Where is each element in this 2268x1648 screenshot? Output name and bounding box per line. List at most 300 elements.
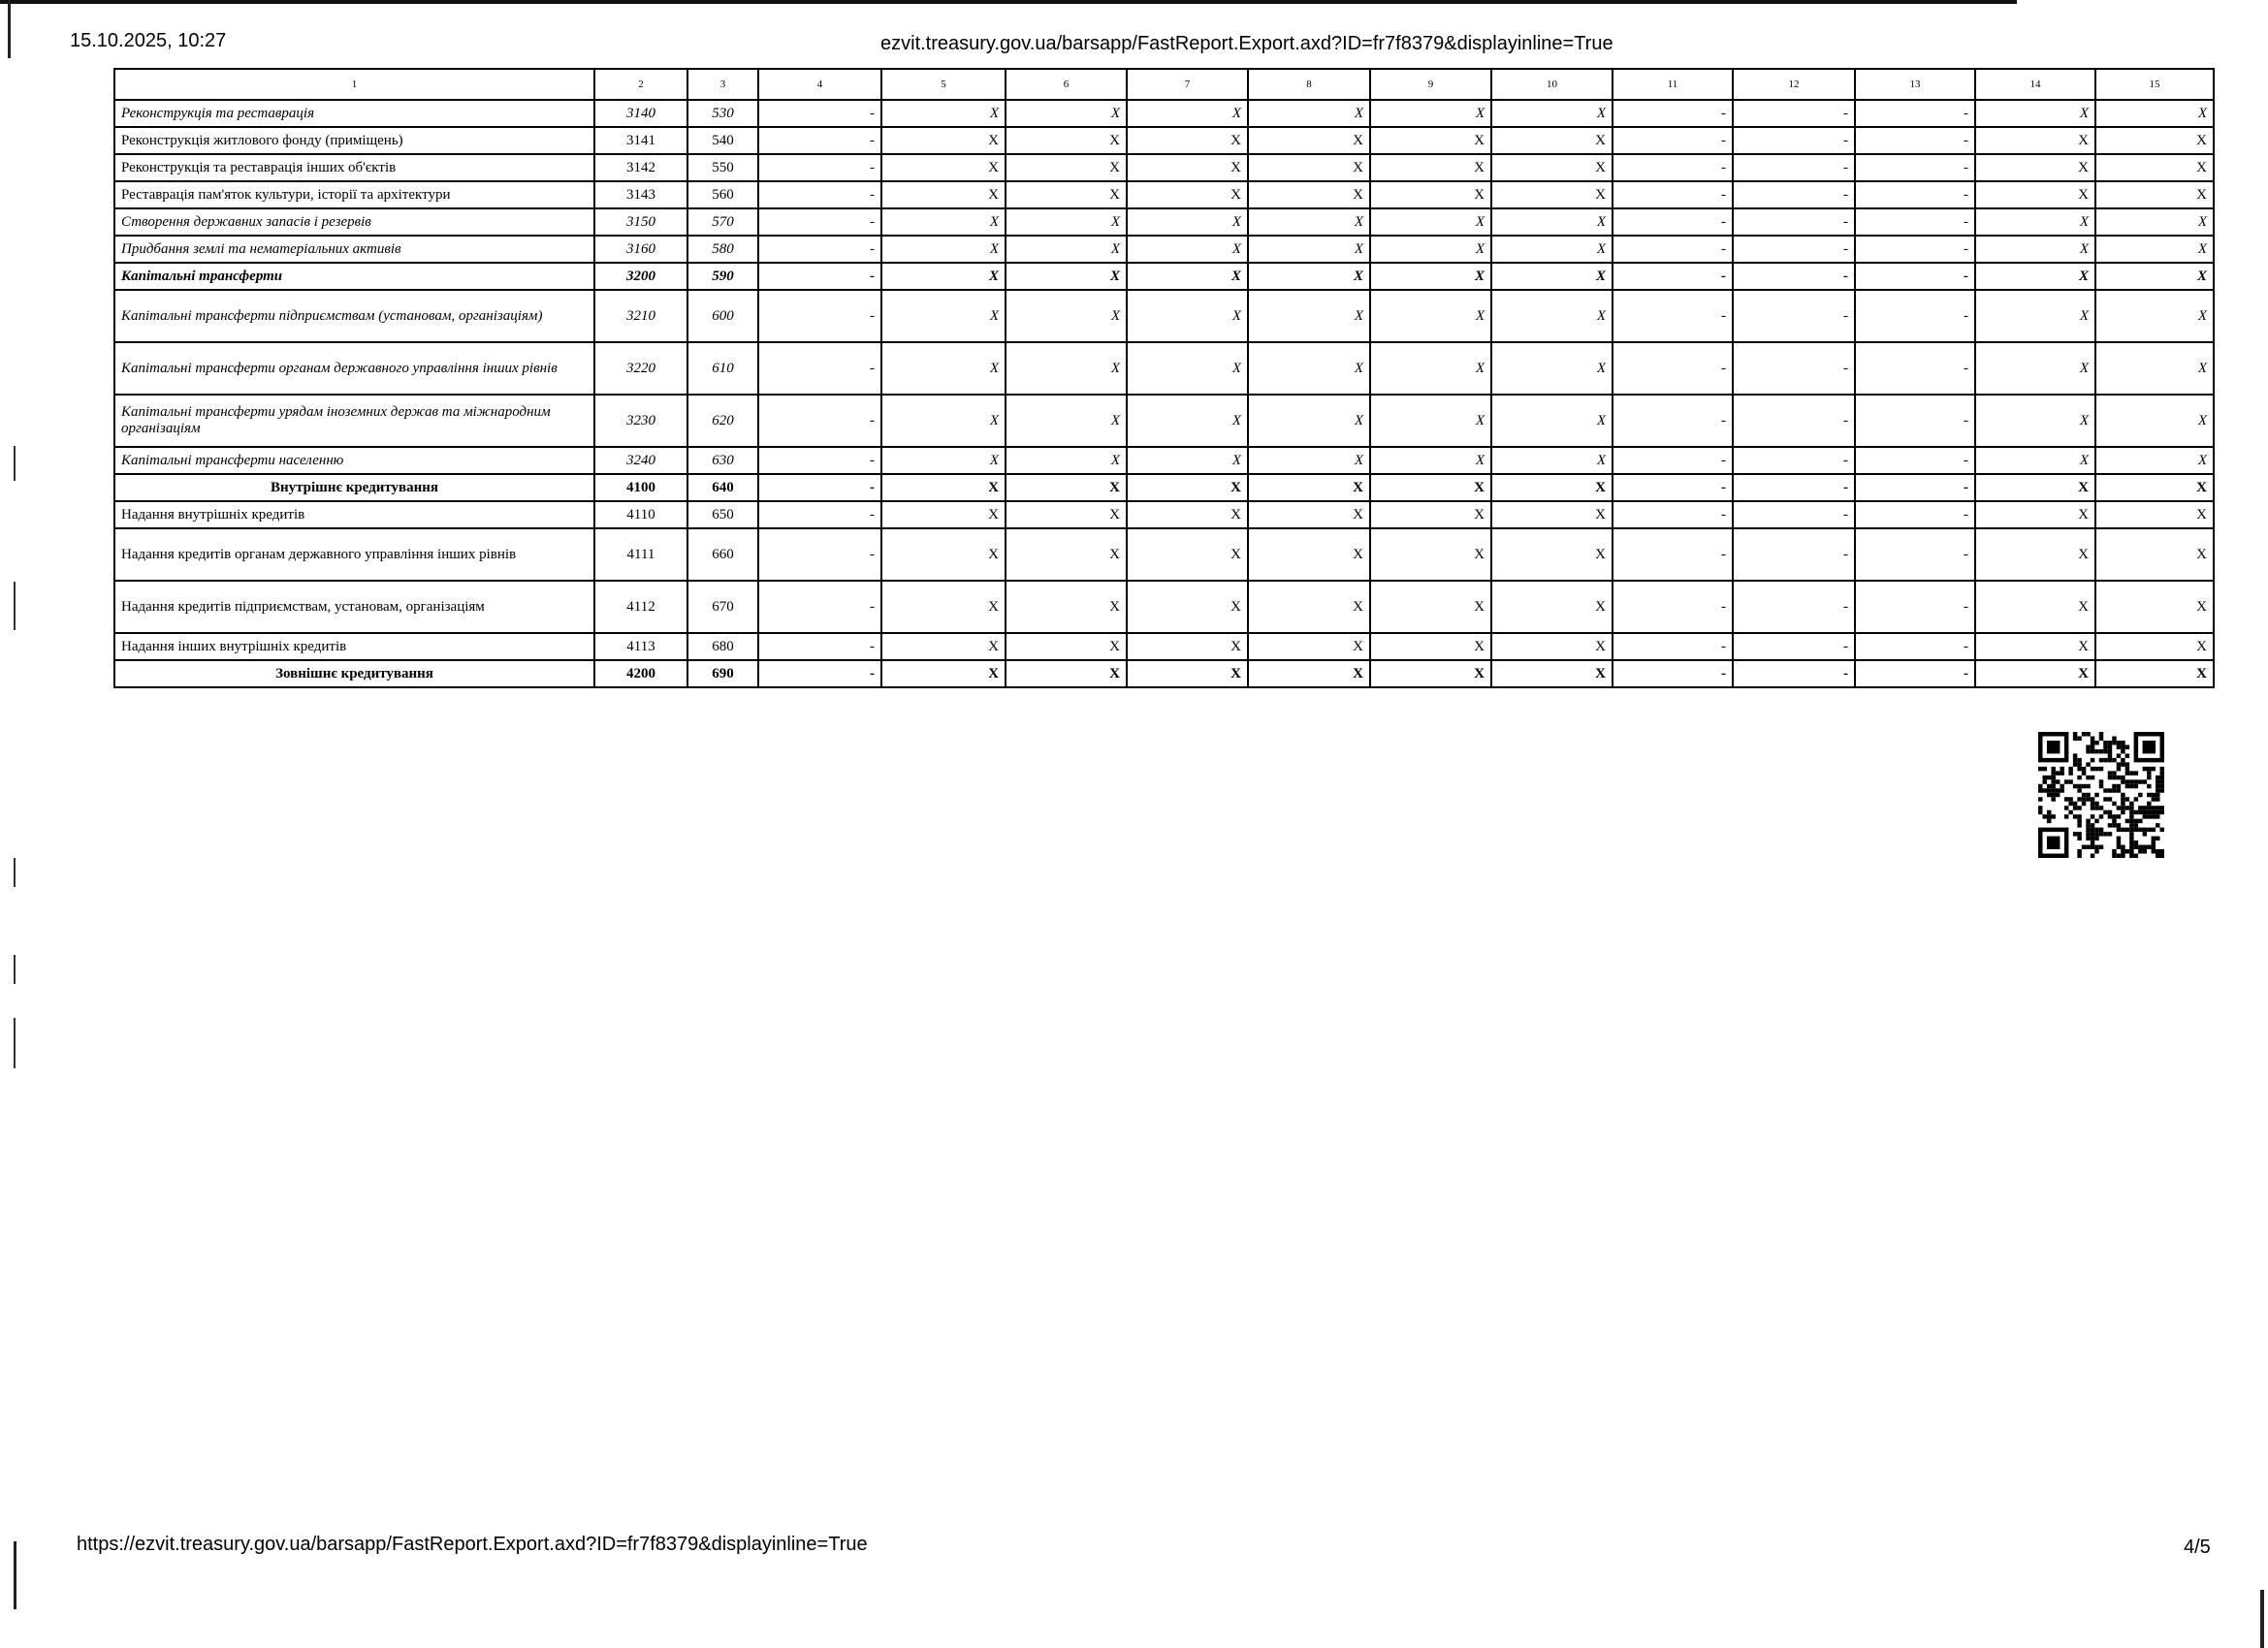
value-cell: X	[881, 581, 1006, 633]
column-number: 3	[687, 69, 758, 100]
value-cell: X	[2095, 474, 2214, 501]
value-cell: X	[2095, 263, 2214, 290]
value-cell: X	[1370, 633, 1491, 660]
value-cell: -	[1733, 633, 1855, 660]
value-cell: -	[1613, 581, 1733, 633]
value-cell: X	[1370, 263, 1491, 290]
row-name: Реконструкція та реставрація інших об'єктів	[114, 154, 594, 181]
value-cell: X	[1127, 342, 1248, 395]
value-cell: X	[2095, 127, 2214, 154]
kekv-code: 3143	[594, 181, 687, 208]
value-cell: -	[1613, 447, 1733, 474]
value-cell: X	[1370, 181, 1491, 208]
page-url-header: ezvit.treasury.gov.ua/barsapp/FastReport.Export.axd?ID=fr7f8379&displayinline=True	[880, 33, 1613, 54]
value-cell: X	[1491, 342, 1613, 395]
row-code: 650	[687, 501, 758, 528]
value-cell: -	[758, 581, 881, 633]
value-cell: X	[1127, 290, 1248, 342]
value-cell: X	[1370, 208, 1491, 236]
scan-edge-right	[2260, 1590, 2264, 1648]
kekv-code: 3140	[594, 100, 687, 127]
value-cell: -	[758, 263, 881, 290]
value-cell: X	[1248, 501, 1370, 528]
column-number: 2	[594, 69, 687, 100]
value-cell: X	[1006, 474, 1127, 501]
row-code: 560	[687, 181, 758, 208]
value-cell: X	[1006, 236, 1127, 263]
column-number: 1	[114, 69, 594, 100]
row-name: Надання внутрішніх кредитів	[114, 501, 594, 528]
value-cell: X	[1248, 290, 1370, 342]
value-cell: -	[758, 208, 881, 236]
value-cell: X	[881, 474, 1006, 501]
value-cell: -	[1733, 236, 1855, 263]
value-cell: X	[1491, 236, 1613, 263]
value-cell: X	[1491, 501, 1613, 528]
value-cell: -	[1733, 208, 1855, 236]
row-code: 600	[687, 290, 758, 342]
value-cell: -	[1855, 633, 1975, 660]
value-cell: X	[1248, 342, 1370, 395]
value-cell: X	[881, 208, 1006, 236]
kekv-code: 3150	[594, 208, 687, 236]
value-cell: X	[2095, 100, 2214, 127]
print-datetime: 15.10.2025, 10:27	[70, 30, 227, 51]
value-cell: X	[1127, 660, 1248, 687]
column-number-row	[114, 69, 2214, 100]
value-cell: -	[1613, 474, 1733, 501]
value-cell: X	[1370, 581, 1491, 633]
column-number: 5	[881, 69, 1006, 100]
value-cell: X	[1006, 342, 1127, 395]
table-row	[114, 528, 2214, 581]
column-number: 11	[1613, 69, 1733, 100]
value-cell: X	[1370, 342, 1491, 395]
table-row	[114, 633, 2214, 660]
row-code: 690	[687, 660, 758, 687]
value-cell: X	[1370, 154, 1491, 181]
value-cell: -	[1733, 581, 1855, 633]
value-cell: X	[1127, 181, 1248, 208]
value-cell: -	[1855, 447, 1975, 474]
value-cell: X	[1491, 528, 1613, 581]
kekv-code: 4110	[594, 501, 687, 528]
value-cell: -	[758, 633, 881, 660]
value-cell: -	[1855, 528, 1975, 581]
value-cell: -	[758, 447, 881, 474]
value-cell: X	[1491, 633, 1613, 660]
table-row	[114, 127, 2214, 154]
kekv-code: 4100	[594, 474, 687, 501]
row-name: Реконструкція житлового фонду (приміщень)	[114, 127, 594, 154]
value-cell: X	[1127, 528, 1248, 581]
value-cell: X	[1006, 263, 1127, 290]
value-cell: X	[1491, 474, 1613, 501]
value-cell: X	[2095, 395, 2214, 447]
value-cell: X	[1127, 208, 1248, 236]
value-cell: X	[1491, 447, 1613, 474]
table-row	[114, 501, 2214, 528]
row-name: Придбання землі та нематеріальних активів	[114, 236, 594, 263]
value-cell: X	[1006, 127, 1127, 154]
value-cell: -	[1733, 342, 1855, 395]
value-cell: -	[1613, 127, 1733, 154]
row-code: 620	[687, 395, 758, 447]
value-cell: X	[1975, 154, 2095, 181]
value-cell: X	[2095, 208, 2214, 236]
report-body	[114, 100, 2214, 687]
kekv-code: 3160	[594, 236, 687, 263]
value-cell: X	[1006, 501, 1127, 528]
column-number: 13	[1855, 69, 1975, 100]
column-number: 15	[2095, 69, 2214, 100]
table-row	[114, 447, 2214, 474]
value-cell: -	[1855, 263, 1975, 290]
scan-edge-left-bottom	[14, 1541, 16, 1609]
row-code: 630	[687, 447, 758, 474]
value-cell: -	[1855, 474, 1975, 501]
value-cell: X	[1127, 447, 1248, 474]
table-row	[114, 100, 2214, 127]
value-cell: X	[1248, 127, 1370, 154]
value-cell: X	[1248, 181, 1370, 208]
table-row	[114, 236, 2214, 263]
value-cell: X	[1248, 447, 1370, 474]
value-cell: X	[2095, 154, 2214, 181]
value-cell: X	[2095, 660, 2214, 687]
value-cell: X	[1006, 154, 1127, 181]
scan-edge-top	[0, 0, 2017, 4]
value-cell: X	[1491, 154, 1613, 181]
value-cell: X	[1975, 290, 2095, 342]
value-cell: X	[1006, 395, 1127, 447]
value-cell: X	[1975, 208, 2095, 236]
value-cell: X	[1127, 100, 1248, 127]
table-row	[114, 660, 2214, 687]
kekv-code: 3230	[594, 395, 687, 447]
row-code: 660	[687, 528, 758, 581]
value-cell: X	[1127, 127, 1248, 154]
value-cell: X	[2095, 290, 2214, 342]
value-cell: X	[1006, 660, 1127, 687]
value-cell: -	[1733, 100, 1855, 127]
value-cell: X	[1975, 474, 2095, 501]
table-row	[114, 154, 2214, 181]
value-cell: X	[1127, 154, 1248, 181]
value-cell: -	[1733, 501, 1855, 528]
value-cell: X	[1248, 154, 1370, 181]
value-cell: X	[2095, 633, 2214, 660]
value-cell: -	[758, 181, 881, 208]
value-cell: -	[1855, 290, 1975, 342]
value-cell: -	[1733, 181, 1855, 208]
row-code: 530	[687, 100, 758, 127]
value-cell: -	[758, 342, 881, 395]
value-cell: X	[1127, 474, 1248, 501]
value-cell: -	[1613, 100, 1733, 127]
value-cell: -	[1855, 236, 1975, 263]
row-code: 610	[687, 342, 758, 395]
row-code: 580	[687, 236, 758, 263]
value-cell: X	[881, 290, 1006, 342]
value-cell: -	[1613, 633, 1733, 660]
value-cell: -	[1733, 528, 1855, 581]
value-cell: X	[1248, 581, 1370, 633]
scan-mark	[14, 1018, 16, 1068]
value-cell: -	[1855, 581, 1975, 633]
value-cell: X	[1975, 447, 2095, 474]
value-cell: X	[1975, 501, 2095, 528]
scan-mark	[14, 582, 16, 630]
value-cell: -	[1613, 290, 1733, 342]
value-cell: -	[758, 154, 881, 181]
value-cell: -	[1613, 395, 1733, 447]
value-cell: X	[881, 342, 1006, 395]
table-row	[114, 208, 2214, 236]
value-cell: X	[1370, 447, 1491, 474]
scan-mark	[14, 955, 16, 984]
value-cell: -	[1613, 236, 1733, 263]
value-cell: X	[1370, 474, 1491, 501]
value-cell: -	[1855, 395, 1975, 447]
column-number: 6	[1006, 69, 1127, 100]
row-code: 640	[687, 474, 758, 501]
value-cell: X	[1006, 100, 1127, 127]
value-cell: X	[1491, 181, 1613, 208]
value-cell: X	[1491, 100, 1613, 127]
value-cell: X	[1006, 447, 1127, 474]
value-cell: X	[1491, 127, 1613, 154]
kekv-code: 3220	[594, 342, 687, 395]
value-cell: X	[881, 447, 1006, 474]
value-cell: X	[2095, 342, 2214, 395]
value-cell: X	[1248, 236, 1370, 263]
value-cell: -	[1613, 154, 1733, 181]
row-code: 550	[687, 154, 758, 181]
value-cell: -	[758, 395, 881, 447]
row-name: Капітальні трансферти урядам іноземних держав та міжнародним організаціям	[114, 395, 594, 447]
value-cell: -	[1733, 290, 1855, 342]
value-cell: X	[1006, 208, 1127, 236]
value-cell: X	[1370, 395, 1491, 447]
value-cell: X	[1370, 100, 1491, 127]
value-cell: X	[881, 181, 1006, 208]
value-cell: X	[1491, 208, 1613, 236]
value-cell: -	[1733, 127, 1855, 154]
kekv-code: 4112	[594, 581, 687, 633]
value-cell: -	[758, 528, 881, 581]
value-cell: -	[1855, 127, 1975, 154]
value-cell: X	[1491, 581, 1613, 633]
value-cell: -	[1733, 154, 1855, 181]
value-cell: X	[1127, 395, 1248, 447]
value-cell: X	[2095, 236, 2214, 263]
value-cell: -	[758, 127, 881, 154]
kekv-code: 3240	[594, 447, 687, 474]
value-cell: -	[1855, 100, 1975, 127]
value-cell: -	[1733, 395, 1855, 447]
row-code: 680	[687, 633, 758, 660]
value-cell: X	[1975, 236, 2095, 263]
value-cell: -	[1733, 263, 1855, 290]
value-cell: -	[1613, 528, 1733, 581]
row-name: Надання інших внутрішніх кредитів	[114, 633, 594, 660]
value-cell: X	[2095, 447, 2214, 474]
value-cell: -	[1613, 208, 1733, 236]
value-cell: X	[1975, 100, 2095, 127]
value-cell: X	[1370, 127, 1491, 154]
value-cell: -	[758, 236, 881, 263]
scan-mark	[14, 446, 16, 481]
value-cell: X	[1006, 633, 1127, 660]
value-cell: X	[881, 154, 1006, 181]
row-code: 590	[687, 263, 758, 290]
kekv-code: 3142	[594, 154, 687, 181]
value-cell: X	[1248, 633, 1370, 660]
kekv-code: 4111	[594, 528, 687, 581]
column-number: 14	[1975, 69, 2095, 100]
column-number: 8	[1248, 69, 1370, 100]
row-name: Реставрація пам'яток культури, історії та архітектури	[114, 181, 594, 208]
row-name: Внутрішнє кредитування	[114, 474, 594, 501]
table-row	[114, 181, 2214, 208]
scan-edge-left	[8, 0, 11, 58]
value-cell: X	[1127, 263, 1248, 290]
table-row	[114, 263, 2214, 290]
row-name: Капітальні трансферти	[114, 263, 594, 290]
kekv-code: 4200	[594, 660, 687, 687]
value-cell: -	[1855, 342, 1975, 395]
value-cell: X	[881, 236, 1006, 263]
value-cell: -	[758, 474, 881, 501]
value-cell: -	[1733, 474, 1855, 501]
value-cell: -	[1613, 263, 1733, 290]
value-cell: X	[1975, 342, 2095, 395]
qr-code	[2038, 732, 2164, 858]
scan-mark	[14, 858, 16, 887]
value-cell: X	[1491, 395, 1613, 447]
value-cell: X	[1491, 660, 1613, 687]
value-cell: -	[758, 501, 881, 528]
value-cell: -	[1855, 660, 1975, 687]
value-cell: X	[1248, 208, 1370, 236]
value-cell: -	[1613, 501, 1733, 528]
value-cell: X	[1370, 290, 1491, 342]
value-cell: X	[881, 100, 1006, 127]
value-cell: X	[881, 633, 1006, 660]
value-cell: X	[1975, 633, 2095, 660]
value-cell: X	[881, 127, 1006, 154]
value-cell: X	[1248, 474, 1370, 501]
value-cell: X	[1248, 395, 1370, 447]
row-name: Надання кредитів органам державного управління інших рівнів	[114, 528, 594, 581]
row-name: Надання кредитів підприємствам, установам, організаціям	[114, 581, 594, 633]
value-cell: X	[1975, 581, 2095, 633]
value-cell: X	[1006, 181, 1127, 208]
value-cell: X	[1248, 263, 1370, 290]
column-number: 10	[1491, 69, 1613, 100]
value-cell: X	[1006, 290, 1127, 342]
value-cell: X	[1127, 236, 1248, 263]
value-cell: -	[1855, 208, 1975, 236]
value-cell: X	[2095, 501, 2214, 528]
row-name: Капітальні трансферти населенню	[114, 447, 594, 474]
value-cell: -	[758, 660, 881, 687]
table-row	[114, 395, 2214, 447]
value-cell: -	[1733, 447, 1855, 474]
table-row	[114, 290, 2214, 342]
value-cell: X	[1975, 528, 2095, 581]
value-cell: X	[1491, 263, 1613, 290]
row-name: Реконструкція та реставрація	[114, 100, 594, 127]
column-number: 4	[758, 69, 881, 100]
value-cell: X	[881, 528, 1006, 581]
value-cell: X	[1370, 660, 1491, 687]
value-cell: X	[1248, 660, 1370, 687]
row-name: Капітальні трансферти підприємствам (установам, організаціям)	[114, 290, 594, 342]
kekv-code: 3210	[594, 290, 687, 342]
kekv-code: 3200	[594, 263, 687, 290]
value-cell: X	[1491, 290, 1613, 342]
value-cell: X	[1006, 581, 1127, 633]
row-name: Капітальні трансферти органам державного управління інших рівнів	[114, 342, 594, 395]
value-cell: X	[881, 660, 1006, 687]
value-cell: -	[1613, 342, 1733, 395]
value-cell: X	[1975, 181, 2095, 208]
value-cell: X	[1127, 501, 1248, 528]
value-cell: -	[1855, 501, 1975, 528]
value-cell: -	[1733, 660, 1855, 687]
value-cell: X	[881, 501, 1006, 528]
value-cell: X	[1975, 127, 2095, 154]
value-cell: -	[758, 290, 881, 342]
page-url-footer: https://ezvit.treasury.gov.ua/barsapp/FastReport.Export.axd?ID=fr7f8379&displayinline=True	[77, 1534, 868, 1555]
value-cell: X	[2095, 581, 2214, 633]
column-number: 7	[1127, 69, 1248, 100]
value-cell: X	[1370, 236, 1491, 263]
value-cell: X	[1248, 528, 1370, 581]
value-cell: -	[1613, 660, 1733, 687]
value-cell: X	[881, 263, 1006, 290]
value-cell: X	[1370, 528, 1491, 581]
value-cell: X	[1127, 581, 1248, 633]
table-row	[114, 342, 2214, 395]
value-cell: X	[2095, 181, 2214, 208]
value-cell: X	[1248, 100, 1370, 127]
row-code: 570	[687, 208, 758, 236]
value-cell: X	[1006, 528, 1127, 581]
column-number: 9	[1370, 69, 1491, 100]
row-code: 540	[687, 127, 758, 154]
value-cell: X	[1975, 263, 2095, 290]
value-cell: X	[881, 395, 1006, 447]
table-row	[114, 581, 2214, 633]
row-name: Зовнішнє кредитування	[114, 660, 594, 687]
value-cell: X	[2095, 528, 2214, 581]
row-name: Створення державних запасів і резервів	[114, 208, 594, 236]
value-cell: X	[1370, 501, 1491, 528]
value-cell: -	[1613, 181, 1733, 208]
row-code: 670	[687, 581, 758, 633]
column-number: 12	[1733, 69, 1855, 100]
report-table	[113, 68, 2215, 688]
value-cell: X	[1975, 660, 2095, 687]
kekv-code: 4113	[594, 633, 687, 660]
value-cell: -	[1855, 181, 1975, 208]
value-cell: X	[1127, 633, 1248, 660]
table-row	[114, 474, 2214, 501]
page-number: 4/5	[2184, 1537, 2211, 1558]
